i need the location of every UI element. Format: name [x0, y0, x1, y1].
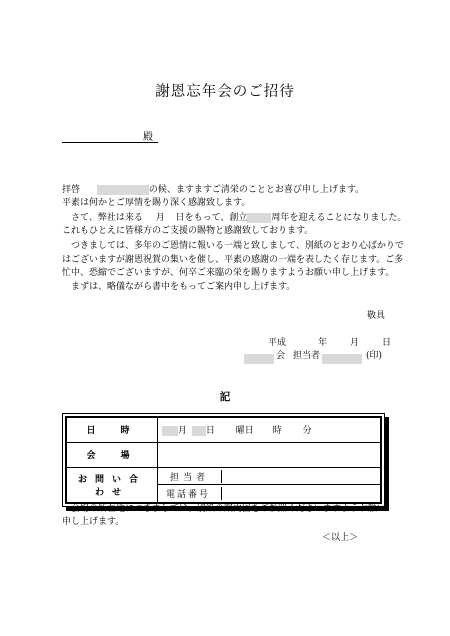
greeting-opening: 拝啓: [62, 185, 81, 195]
greeting-line-7: 忙中、恐縮でございますが、何卒ご来臨の栄を賜りますようお願い申し上げます。: [62, 268, 395, 278]
contact-label: お問い合わせ: [67, 467, 158, 502]
document-title: 謝恩忘年会のご招待: [155, 84, 295, 100]
contact-person-cell: [158, 467, 381, 485]
date-year: 年: [318, 338, 328, 348]
contact-phone-label: 電話番号: [158, 487, 222, 500]
greeting-line-3: [62, 212, 406, 224]
table-row-venue: [67, 442, 381, 467]
footnote: 会場の所在地につきましては、別紙の案内図をご参照くださいますようお願い申し上げます。: [62, 504, 386, 527]
date-era: 平成: [268, 338, 287, 348]
venue-value: [158, 442, 381, 467]
greeting-line-5: つきましては、多年のご恩情に報いる一端と致しまして、別紙のとおり心ばかりで: [71, 241, 404, 251]
contact-phone-cell: [158, 485, 381, 503]
datetime-weekday: 曜日: [235, 426, 254, 437]
anniversary-day-text: 日をもって、創立: [175, 213, 248, 223]
anniversary-outro: 周年を迎えることになりました。: [271, 213, 407, 223]
table-row-datetime: [67, 418, 381, 443]
sender-association: 会: [276, 351, 286, 361]
date-month: 月: [350, 338, 360, 348]
info-table: [62, 413, 385, 507]
greeting-season-text: の候、ますますご清栄のこととお喜び申し上げます。: [148, 185, 365, 195]
contact-person-label: 担当者: [158, 470, 222, 483]
greeting-line-8: まずは、略儀ながら書中をもってご案内申し上げます。: [71, 282, 296, 292]
datetime-hour: 時: [272, 426, 282, 437]
closing-keigu: 敬具: [367, 311, 386, 321]
anniversary-years-blank: [247, 213, 271, 223]
greeting-line-1: [62, 184, 364, 196]
datetime-label: 日 時: [67, 418, 158, 443]
sender-association-blank: [244, 348, 274, 367]
datetime-month: 月: [178, 426, 188, 437]
sender-person-blank: [322, 348, 362, 367]
greeting-line-6: はございますが謝恩祝賀の集いを催し、平素の感謝の一端を表したく存じます。ご多: [62, 255, 404, 265]
datetime-day: 日: [205, 426, 215, 437]
date-day: 日: [382, 338, 392, 348]
anniversary-intro: さて、弊社は来る: [71, 213, 143, 223]
datetime-minute: 分: [302, 426, 312, 437]
venue-label: 会 場: [67, 442, 158, 467]
greeting-line-2: 平素は何かとご厚情を賜り深く感謝致します。: [62, 198, 251, 208]
greeting-line-4: これもひとえに皆様方のご支援の賜物と感謝致しております。: [62, 226, 314, 236]
seal-mark: (印): [366, 351, 383, 361]
sender-person-label: 担当者: [293, 351, 321, 361]
anniversary-month: 月: [155, 213, 165, 223]
datetime-value: [158, 418, 381, 443]
addressee-suffix: 殿: [143, 132, 153, 143]
season-blank: [97, 185, 149, 195]
table-row-contact: [67, 467, 381, 485]
section-mark: 記: [219, 391, 231, 403]
end-mark: ＜以上＞: [322, 533, 359, 543]
